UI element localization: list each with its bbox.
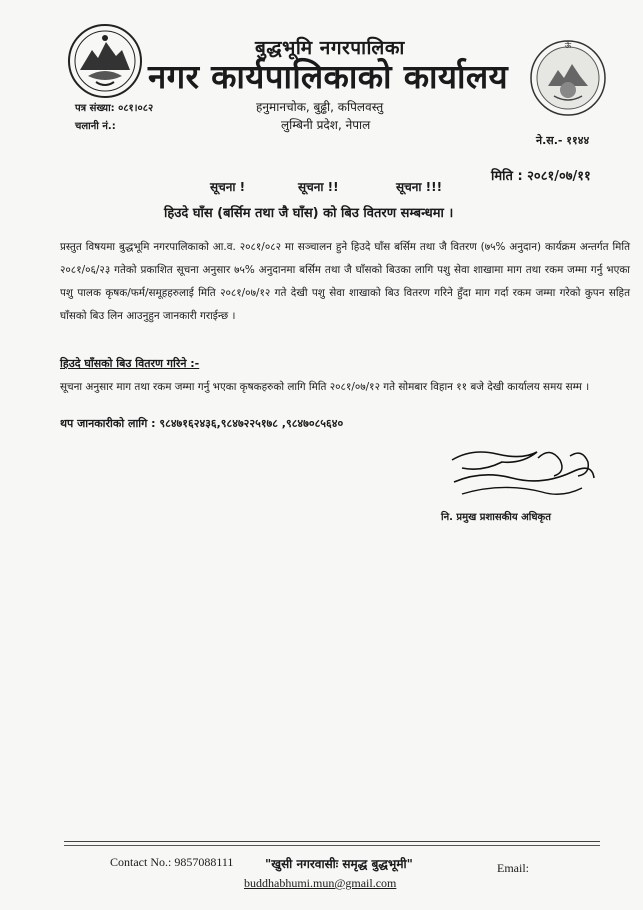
dispatch-number: चलानी नं.: xyxy=(75,121,116,132)
distribution-heading: हिउदे घाँसको बिउ वितरण गरिने :- xyxy=(60,357,200,370)
municipality-seal-logo xyxy=(528,38,608,118)
paragraph-1-text: प्रस्तुत विषयमा बुद्धभूमि नगरपालिकाको आ.व. २०८१/०८२ मा सञ्चालन हुने हिउदे घाँस बर्सिम तथा जै वितरण (७५% अनुदान) कार्यक्रम अन्तर्गत मिति २०८१/०६/२३ गतेको प्रकाशित सूचना अनुसार ७५% अनुदानमा बर्सिम तथा जै घाँसको बिउका लागि पशु सेवा शाखामा माग तथा रकम जम्मा गर्नु भएका पशु पालक कृषक/फर्म/समूहहरुलाई मिति २०८१/०७/१२ गते देखी पशु सेवा शाखाको बिउ वितरण गरिने हुँदा माग गर्दा रकम जम्मा गरेको कुपन सहित घाँसको बिउ लिन आउनुहुन जानकारी गराईन्छ । xyxy=(60,241,630,322)
address-line-1: हनुमानचोक, बुढ्ढी, कपिलवस्तु xyxy=(256,100,384,114)
notice-subject: हिउदे घाँस (बर्सिम तथा जै घाँस) को बिउ वितरण सम्बन्धमा । xyxy=(164,206,454,221)
notice-label-3: सूचना !!! xyxy=(396,180,443,194)
notice-label-2: सूचना !! xyxy=(298,180,339,194)
office-name: नगर कार्यपालिकाको कार्यालय xyxy=(148,57,508,96)
letter-number: पत्र संख्या: ०८१।०८२ xyxy=(75,103,154,114)
footer-email-label: Email: xyxy=(497,861,529,875)
address-line-2: लुम्बिनी प्रदेश, नेपाल xyxy=(281,118,371,132)
body-paragraph-2: सूचना अनुसार माग तथा रकम जम्मा गर्नु भएका कृषकहरुको लागि मिति २०८१/०७/१२ गते सोमबार विहान ११ बजे देखी कार्यालय समय सम्म । xyxy=(60,381,590,393)
notice-date: मिति : २०८१/०७/११ xyxy=(491,169,591,184)
phone-contacts: थप जानकारीको लागि : ९८४७१६२४३६,९८४७२२५१७८ ,९८४७०८५६४० xyxy=(60,417,344,430)
footer-divider xyxy=(64,841,600,846)
nepal-emblem-logo xyxy=(66,22,144,100)
svg-text:ऊँ: ऊँ xyxy=(564,41,572,50)
nepal-sambat-date: ने.स.- ११४४ xyxy=(536,134,590,147)
notice-label-1: सूचना ! xyxy=(210,180,246,194)
footer-contact-number: Contact No.: 9857088111 xyxy=(110,855,234,869)
signatory-title: नि. प्रमुख प्रशासकीय अधिकृत xyxy=(441,512,551,523)
footer-email[interactable]: buddhabhumi.mun@gmail.com xyxy=(244,876,397,890)
body-paragraph-1 xyxy=(60,236,630,328)
footer-slogan: "खुसी नगरवासीः समृद्ध बुद्धभूमी" xyxy=(265,857,413,871)
municipality-name: बुद्धभूमि नगरपालिका xyxy=(255,37,405,59)
handwritten-signature xyxy=(442,442,602,514)
